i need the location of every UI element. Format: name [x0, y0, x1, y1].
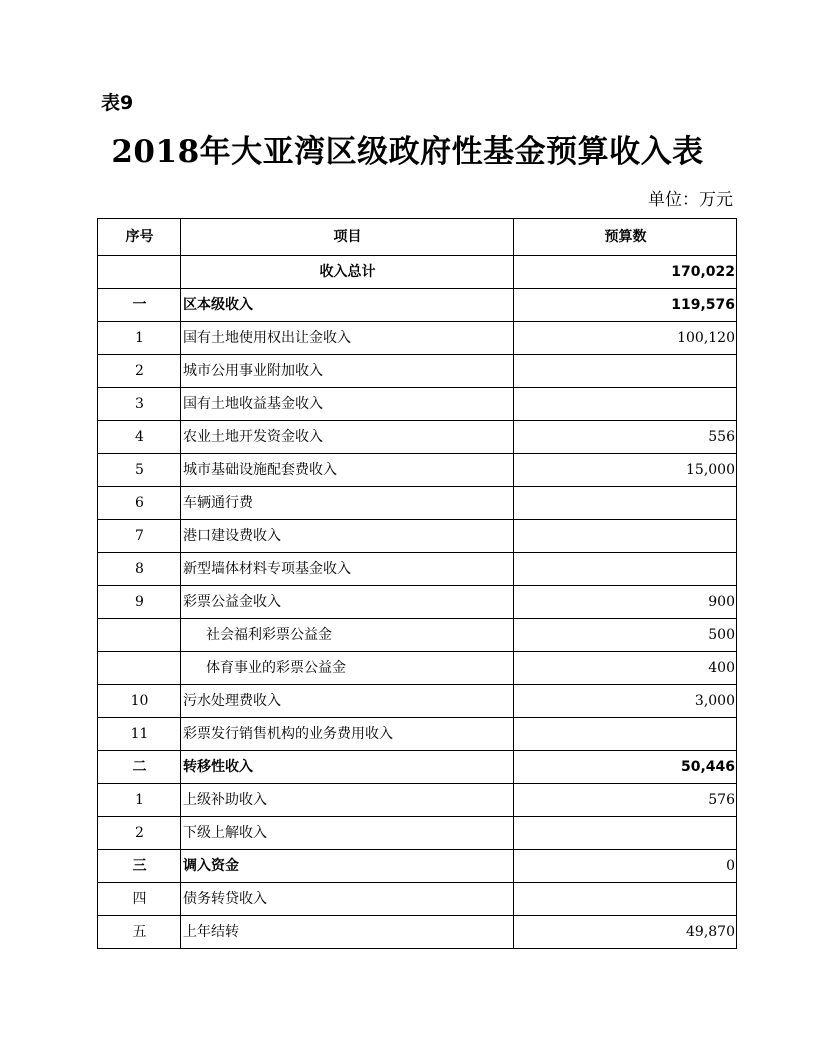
- row-item: 社会福利彩票公益金: [181, 619, 514, 652]
- row-item: 上年结转: [181, 916, 514, 949]
- row-amount: 49,870: [514, 916, 737, 949]
- table-row: [98, 586, 737, 619]
- table-row: [98, 256, 737, 289]
- row-item: 彩票公益金收入: [181, 586, 514, 619]
- row-item: 国有土地收益基金收入: [181, 388, 514, 421]
- row-item: 下级上解收入: [181, 817, 514, 850]
- row-amount: 556: [514, 421, 737, 454]
- row-item: 债务转贷收入: [181, 883, 514, 916]
- row-serial: 1: [98, 784, 181, 817]
- row-serial: 二: [98, 751, 181, 784]
- row-item: 转移性收入: [181, 751, 514, 784]
- row-serial: 8: [98, 553, 181, 586]
- row-serial: 2: [98, 817, 181, 850]
- header-serial: 序号: [98, 219, 181, 256]
- table-row: [98, 322, 737, 355]
- table-body: [98, 256, 737, 949]
- row-amount: [514, 355, 737, 388]
- row-amount: 400: [514, 652, 737, 685]
- row-serial: 3: [98, 388, 181, 421]
- row-item: 调入资金: [181, 850, 514, 883]
- row-serial: 4: [98, 421, 181, 454]
- row-serial: 三: [98, 850, 181, 883]
- header-item: 项目: [181, 219, 514, 256]
- row-item: 农业土地开发资金收入: [181, 421, 514, 454]
- row-item: 城市公用事业附加收入: [181, 355, 514, 388]
- row-item: 污水处理费收入: [181, 685, 514, 718]
- row-amount: [514, 388, 737, 421]
- table-row: [98, 850, 737, 883]
- row-item: 城市基础设施配套费收入: [181, 454, 514, 487]
- row-item: 车辆通行费: [181, 487, 514, 520]
- row-amount: [514, 718, 737, 751]
- table-row: [98, 421, 737, 454]
- row-amount: [514, 883, 737, 916]
- header-budget: 预算数: [514, 219, 737, 256]
- table-row: [98, 916, 737, 949]
- row-amount: [514, 487, 737, 520]
- table-row: [98, 652, 737, 685]
- row-amount: 3,000: [514, 685, 737, 718]
- row-serial: 2: [98, 355, 181, 388]
- table-row: [98, 388, 737, 421]
- row-amount: 100,120: [514, 322, 737, 355]
- row-item: 上级补助收入: [181, 784, 514, 817]
- table-row: [98, 289, 737, 322]
- table-row: [98, 553, 737, 586]
- row-item: 彩票发行销售机构的业务费用收入: [181, 718, 514, 751]
- budget-revenue-table: [97, 218, 737, 949]
- row-serial: 6: [98, 487, 181, 520]
- row-serial: 11: [98, 718, 181, 751]
- table-row: [98, 718, 737, 751]
- row-item: 收入总计: [181, 256, 514, 289]
- table-row: [98, 751, 737, 784]
- table-row: [98, 685, 737, 718]
- row-item: 国有土地使用权出让金收入: [181, 322, 514, 355]
- row-amount: 900: [514, 586, 737, 619]
- row-amount: 50,446: [514, 751, 737, 784]
- row-serial: 9: [98, 586, 181, 619]
- table-row: [98, 784, 737, 817]
- row-item: 新型墙体材料专项基金收入: [181, 553, 514, 586]
- table-row: [98, 355, 737, 388]
- row-amount: 170,022: [514, 256, 737, 289]
- row-amount: 500: [514, 619, 737, 652]
- table-row: [98, 487, 737, 520]
- table-row: [98, 454, 737, 487]
- row-serial: 四: [98, 883, 181, 916]
- row-serial: [98, 652, 181, 685]
- row-item: 体育事业的彩票公益金: [181, 652, 514, 685]
- row-amount: 15,000: [514, 454, 737, 487]
- row-serial: 1: [98, 322, 181, 355]
- row-serial: [98, 256, 181, 289]
- table-row: [98, 883, 737, 916]
- row-serial: 10: [98, 685, 181, 718]
- table-row: [98, 619, 737, 652]
- row-serial: 7: [98, 520, 181, 553]
- table-label: 表9: [101, 92, 134, 114]
- row-amount: 0: [514, 850, 737, 883]
- unit-label: 单位：万元: [648, 190, 733, 210]
- row-serial: 一: [98, 289, 181, 322]
- page-title: 2018年大亚湾区级政府性基金预算收入表: [111, 134, 704, 170]
- row-item: 港口建设费收入: [181, 520, 514, 553]
- row-amount: [514, 817, 737, 850]
- table-row: [98, 520, 737, 553]
- row-serial: [98, 619, 181, 652]
- row-amount: [514, 520, 737, 553]
- row-amount: 119,576: [514, 289, 737, 322]
- row-item: 区本级收入: [181, 289, 514, 322]
- table-header-row: [98, 219, 737, 256]
- row-serial: 五: [98, 916, 181, 949]
- row-serial: 5: [98, 454, 181, 487]
- row-amount: 576: [514, 784, 737, 817]
- row-amount: [514, 553, 737, 586]
- table-row: [98, 817, 737, 850]
